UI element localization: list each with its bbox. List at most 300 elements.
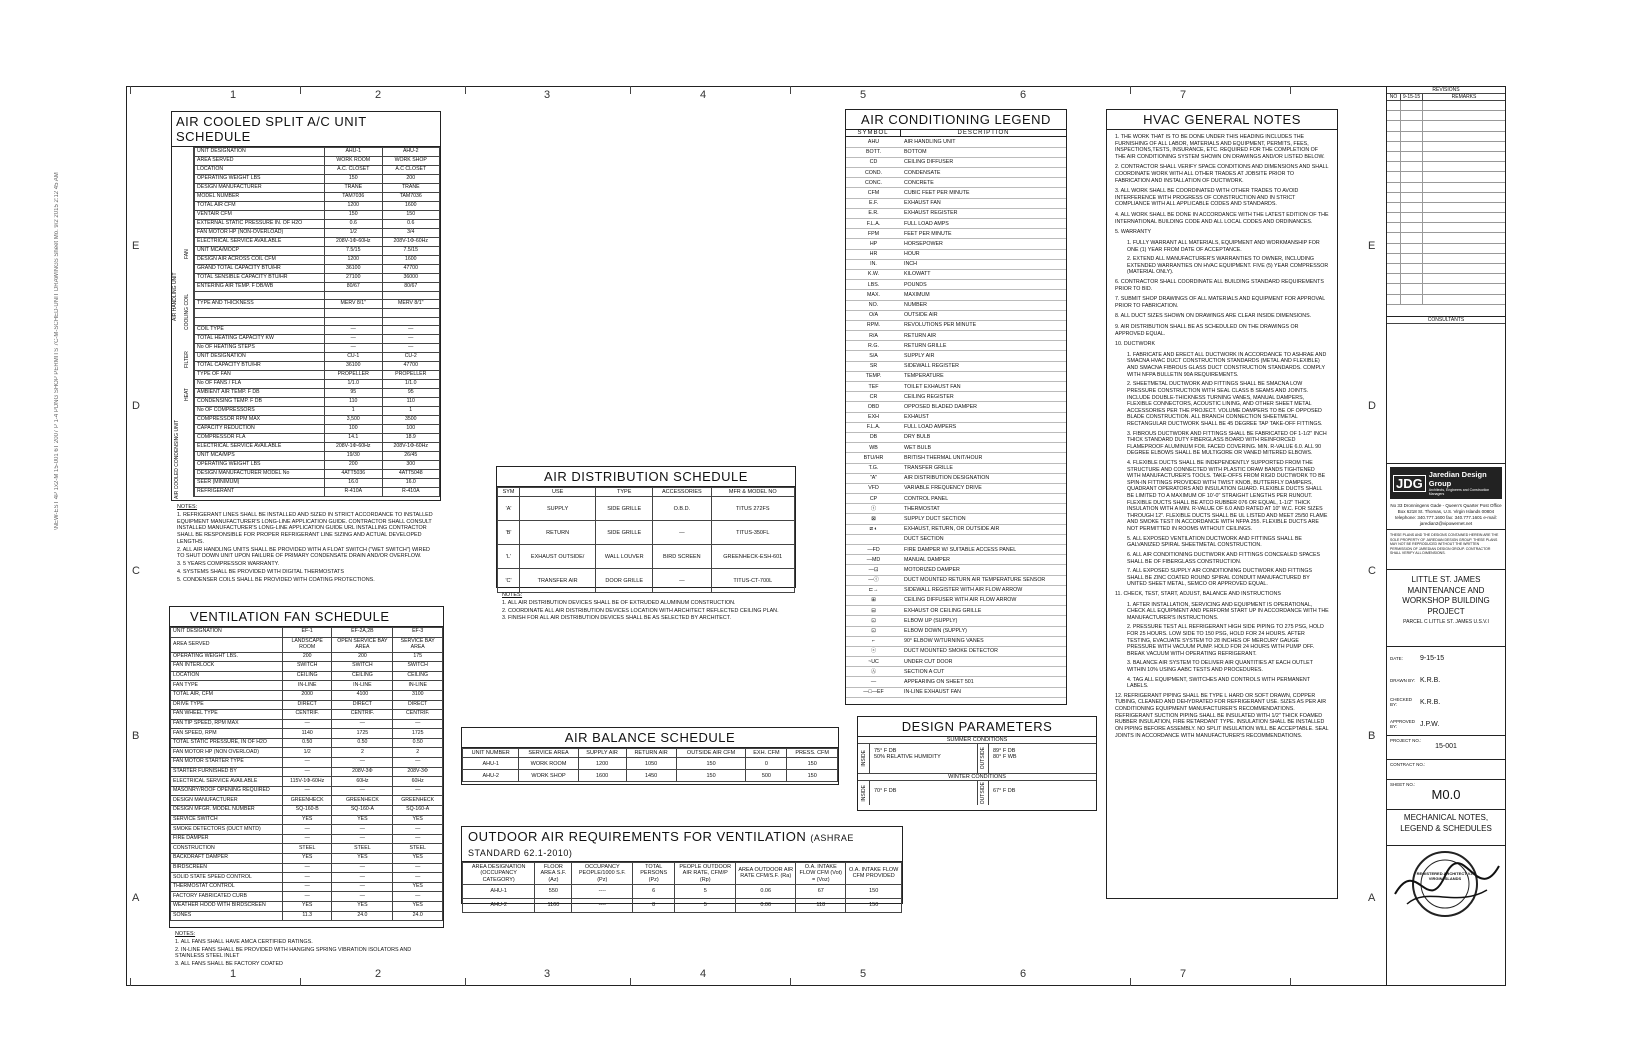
firm-block <box>1387 464 1505 530</box>
revision-row <box>1387 111 1505 121</box>
hvac-note: 4. ALL WORK SHALL BE DONE IN ACCORDANCE WITH THE LATEST EDITION OF THE INTERNATIONAL BUILDING CODE AND ALL LOCAL CODES AND ORDINANCES. <box>1115 212 1329 225</box>
rev-cell <box>1387 183 1401 192</box>
legend-symbol: —□—EF <box>846 687 901 697</box>
legend-symbol: —ⓣ <box>846 575 901 585</box>
revision-row <box>1387 284 1505 294</box>
table-cell: GREENHECK <box>332 796 393 806</box>
table-cell: 1725 <box>393 729 443 739</box>
table-cell: FIRE DAMPER <box>171 834 283 844</box>
approved-value: J.P.W. <box>1420 720 1440 728</box>
rev-no: NO <box>1387 94 1401 100</box>
table-row <box>195 478 440 487</box>
legend-description: CEILING DIFFUSER WITH AIR FLOW ARROW <box>901 595 1066 605</box>
legend-description: DRY BULB <box>901 432 1066 442</box>
table-cell: — <box>325 344 383 353</box>
rev-cell <box>1401 132 1423 141</box>
table-cell: 27100 <box>325 273 383 282</box>
legend-row <box>846 555 1066 565</box>
legend-description: IN-LINE EXHAUST FAN <box>901 687 1066 697</box>
legend-description: NUMBER <box>901 300 1066 310</box>
legend-symbol: RPM. <box>846 320 901 330</box>
rev-cell <box>1387 233 1401 242</box>
table-cell: 2 <box>332 748 393 758</box>
legend-row <box>846 646 1066 656</box>
table-cell: WORK SHOP <box>519 770 578 782</box>
legend-description: OPPOSED BLADED DAMPER <box>901 402 1066 412</box>
legend-symbol: ⓣ <box>846 504 901 514</box>
table-row <box>171 777 443 787</box>
projno-value: 15-001 <box>1435 743 1457 751</box>
table-cell: ELECTRICAL SERVICE AVAILABLE <box>195 442 325 451</box>
table-row <box>463 898 902 912</box>
legend-symbol: R/A <box>846 331 901 341</box>
table-cell: 1600 <box>578 770 626 782</box>
contract-row <box>1387 760 1505 780</box>
table-cell: OPERATING WEIGHT LBS <box>195 460 325 469</box>
table-cell: 5 <box>675 898 736 912</box>
group-fan: FAN <box>184 249 190 259</box>
grid-col-label: 1 <box>230 89 237 101</box>
table-cell: CU-2 <box>382 353 440 362</box>
legend-h-desc: DESCRIPTION <box>957 130 1010 136</box>
legend-description: UNDER CUT DOOR <box>901 657 1066 667</box>
table-row <box>195 326 440 335</box>
legend-row <box>846 626 1066 636</box>
legend-symbol: OBD <box>846 402 901 412</box>
legend-row <box>846 545 1066 555</box>
table-header-cell: USE <box>520 488 596 497</box>
table-cell: TITUS-350FL <box>711 521 794 545</box>
hvac-subnote: 6. ALL AIR CONDITIONING DUCTWORK AND FITTINGS CONCEALED SPACES SHALL BE OF FIBERGLASS CONSTRUCTION. <box>1127 551 1321 565</box>
legend-description: CUBIC FEET PER MINUTE <box>901 188 1066 198</box>
legend-description: FULL LOAD AMPERS <box>901 422 1066 432</box>
table-cell: 118 <box>796 898 846 912</box>
table-cell: 200 <box>283 652 332 662</box>
hvac-subnote: 2. EXTEND ALL MANUFACTURER'S WARRANTIES TO OWNER, INCLUDING EXTENDED WARRANTIES ON HVAC EQUIPMENT. FIVE (5) YEAR COMPRESSOR (MATERIAL ONLY). <box>1127 256 1329 276</box>
approved-row <box>1387 713 1505 735</box>
table-cell: CU-1 <box>325 353 383 362</box>
legend-row <box>846 137 1066 147</box>
revision-row <box>1387 121 1505 131</box>
rev-cell <box>1387 162 1401 171</box>
table-cell: LOCATION <box>195 165 325 174</box>
rev-cell <box>1387 111 1401 120</box>
table-cell: CEILING <box>393 671 443 681</box>
table-cell: A.C. CLOSET <box>325 165 383 174</box>
table-cell: DIRECT <box>393 700 443 710</box>
hvac-note: 11. CHECK, TEST, START, ADJUST, BALANCE AND INSTRUCTIONS <box>1115 590 1281 597</box>
grid-col-label: 3 <box>544 89 551 101</box>
table-cell: — <box>325 335 383 344</box>
table-cell: 16.0 <box>382 478 440 487</box>
grid-row-label: C <box>1368 565 1376 577</box>
design-w-in: 70° F DB <box>874 788 897 794</box>
table-cell <box>382 309 440 318</box>
legend-row <box>846 269 1066 279</box>
legend-description: WET BULB <box>901 443 1066 453</box>
table-cell: DRIVE TYPE <box>171 700 283 710</box>
hvac-note: 3. ALL WORK SHALL BE COORDINATED WITH OTHER TRADES TO AVOID INTERFERENCE WITH PROGRESS OF CONSTRUCTION AND IN STRICT COMPLIANCE WITH ALL APPLICABLE CODES AND STANDARDS. <box>1115 188 1299 208</box>
table-cell: TOTAL SENSIBLE CAPACITY BTU/HR <box>195 273 325 282</box>
table-row <box>195 291 440 300</box>
design-s-in <box>870 744 977 773</box>
oa-table <box>462 862 902 913</box>
legend-symbol: SR <box>846 361 901 371</box>
legend-symbol: HR <box>846 249 901 259</box>
design-s-in-1: 75° F DB <box>874 748 897 754</box>
table-row <box>171 873 443 883</box>
table-row <box>195 228 440 237</box>
legend-row <box>846 198 1066 208</box>
legend-symbol: CP <box>846 494 901 504</box>
legend-description: CONDENSATE <box>901 168 1066 178</box>
table-cell: 200 <box>382 174 440 183</box>
table-header-cell: ACCESSORIES <box>653 488 711 497</box>
design-s-in-2: 50% RELATIVE HUMIDITY <box>874 754 941 760</box>
table-row <box>171 892 443 902</box>
grid-col-label: 7 <box>1180 968 1187 980</box>
rev-cell <box>1387 172 1401 181</box>
table-cell: FAN MOTOR HP (NON-OVERLOAD) <box>195 228 325 237</box>
legend-h-sym: SYMBOL <box>846 130 901 136</box>
note-item: 1. ALL FANS SHALL HAVE AMCA CERTIFIED RATINGS. <box>175 938 313 945</box>
table-cell: 1200 <box>325 201 383 210</box>
legend-description: INCH <box>901 259 1066 269</box>
date-label: DATE: <box>1390 655 1403 661</box>
table-cell: MODEL NUMBER <box>195 192 325 201</box>
grid-tick <box>465 978 466 986</box>
table-cell: 3/4 <box>382 228 440 237</box>
table-cell: CENTRIF. <box>283 710 332 720</box>
table-cell: 6 <box>633 884 675 898</box>
legend-symbol: NO. <box>846 300 901 310</box>
legend-row <box>846 412 1066 422</box>
table-cell: CENTRIF. <box>332 710 393 720</box>
legend-symbol: BTU/HR <box>846 453 901 463</box>
grid-row-label: B <box>1368 730 1376 742</box>
table-cell: 1140 <box>283 729 332 739</box>
legend-description: ELBOW UP (SUPPLY) <box>901 616 1066 626</box>
firm-logo-bar <box>1390 467 1502 499</box>
table-row <box>195 309 440 318</box>
table-row <box>195 192 440 201</box>
grid-tick <box>1130 86 1131 94</box>
table-row <box>171 690 443 700</box>
table-cell: 150 <box>787 758 838 770</box>
table-cell: EXHAUST OUTSIDE/ <box>520 545 596 569</box>
grid-col-label: 3 <box>544 968 551 980</box>
legend-description: EXHAUST <box>901 412 1066 422</box>
table-cell: 47700 <box>382 362 440 371</box>
design-s-inside: INSIDE <box>860 750 867 767</box>
grid-tick <box>1290 86 1291 94</box>
rev-cell <box>1401 183 1423 192</box>
hvac-note: 9. AIR DISTRIBUTION SHALL BE AS SCHEDULED ON THE DRAWINGS OR APPROVED EQUAL. <box>1115 324 1299 337</box>
table-cell: DESIGN MANUFACTURER MODEL No <box>195 469 325 478</box>
table-cell: — <box>332 758 393 768</box>
legend-row <box>846 657 1066 667</box>
table-row <box>195 398 440 407</box>
hvac-subnote: 4. TAG ALL EQUIPMENT, SWITCHES AND CONTROLS WITH PERMANENT LABELS. <box>1127 676 1310 690</box>
grid-col-label: 4 <box>700 968 707 980</box>
revision-row <box>1387 295 1505 305</box>
legend-symbol: ⊟ <box>846 606 901 616</box>
table-cell: TOTAL AIR, CFM <box>171 690 283 700</box>
legend-row <box>846 280 1066 290</box>
table-cell <box>325 291 383 300</box>
legend-description: EXHAUST OR CEILING GRILLE <box>901 606 1066 616</box>
legend-row <box>846 432 1066 442</box>
table-header-cell: SUPPLY AIR <box>578 749 626 758</box>
table-cell: 16.0 <box>325 478 383 487</box>
date-value: 9-15-15 <box>1420 654 1445 662</box>
note-item: 3. ALL FANS SHALL BE FACTORY COATED <box>175 961 283 967</box>
table-cell: MERV 8/1" <box>325 300 383 309</box>
table-cell: IN-LINE <box>332 681 393 691</box>
note-item: 2. ALL AIR HANDLING UNITS SHALL BE PROVIDED WITH A FLOAT SWITCH ("WET SWITCH") WIRED TO SHUT DOWN UNIT UPON FAILURE OF PRIMARY CONDENSATE DRAIN AND/OR OVERFLOW. <box>177 546 430 560</box>
table-cell: 2000 <box>283 690 332 700</box>
table-cell: 1200 <box>578 758 626 770</box>
revision-row <box>1387 132 1505 142</box>
table-header-cell: PRESS. CFM <box>787 749 838 758</box>
table-cell: TYPE OF FAN <box>195 371 325 380</box>
legend-description: APPEARING ON SHEET 501 <box>901 677 1066 687</box>
rev-cell <box>1401 284 1423 293</box>
design-w-out: 67° F DB <box>993 788 1016 794</box>
table-header-cell: MFR & MODEL NO <box>711 488 794 497</box>
table-cell: TRANE <box>382 183 440 192</box>
table-row <box>171 662 443 672</box>
legend-symbol: ⊡ <box>846 616 901 626</box>
table-cell: 0.6 <box>325 219 383 228</box>
table-cell: DESIGN MANUFACTURER <box>171 796 283 806</box>
table-cell: YES <box>283 854 332 864</box>
table-cell: 208V-3Φ <box>332 767 393 777</box>
legend-row <box>846 249 1066 259</box>
table-cell: A.C CLOSET <box>382 165 440 174</box>
table-cell: — <box>382 344 440 353</box>
table-cell: 150 <box>846 898 902 912</box>
table-row <box>171 834 443 844</box>
firm-address: No 33 Dronningens Gade - Queen's Quarter Post Office Box 6218 St. Thomas, U.S. Virgin Islands 00804 telephone: 340.777.1600 fax: 340.777.1601 e-mail: jaredian2@vipowernet.net <box>1390 503 1502 526</box>
rev-cell <box>1401 264 1423 273</box>
legend-symbol: AHU <box>846 137 901 147</box>
hvac-subnote: 7. ALL EXPOSED SUPPLY AIR CONDITIONING DUCTWORK AND FITTINGS SHALL BE ZINC COATED ROUND SPIRAL CONDUIT MANUFACTURED BY UNITED SHEET METAL, SEMCO OR APPROVED EQUAL. <box>1127 568 1313 588</box>
firm-logo: JDG <box>1393 475 1426 492</box>
rev-cell <box>1387 223 1401 232</box>
table-cell: FAN TYPE <box>171 681 283 691</box>
date-row <box>1387 647 1505 669</box>
legend-row <box>846 371 1066 381</box>
table-cell: UNIT DESIGNATION <box>171 628 283 638</box>
legend-description: CONCRETE <box>901 178 1066 188</box>
table-cell: — <box>393 758 443 768</box>
table-cell: CAPACITY REDUCTION <box>195 424 325 433</box>
table-cell: DIRECT <box>332 700 393 710</box>
table-cell: 550 <box>535 884 572 898</box>
table-header-cell: TOTAL PERSONS (Pz) <box>633 863 675 885</box>
rev-cell <box>1387 254 1401 263</box>
rev-cell <box>1387 213 1401 222</box>
table-cell: TAM7036 <box>325 192 383 201</box>
project-name: LITTLE ST. JAMES MAINTENANCE AND WORKSHOP BUILDING PROJECT <box>1402 575 1490 616</box>
table-cell: STEEL <box>332 844 393 854</box>
legend-description: BOTTOM <box>901 147 1066 157</box>
table-cell: SERVICE SWITCH <box>171 815 283 825</box>
table-cell: — <box>382 326 440 335</box>
hvac-subnote: 3. FIBROUS DUCTWORK AND FITTINGS SHALL BE FABRICATED OF 1-1/2" INCH THICK STANDARD DUTY FIBERGLASS BOARD WITH REINFORCED FLAMEPROOF ALUMINUM FOIL FACED COVERING. MIN. R-VALUE 6.0. ALL 90 DEGREE ELBOWS SHALL BE MULTIGORE OR VANED MITERED ELBOWS. <box>1127 430 1327 457</box>
table-cell: 1/2 <box>325 228 383 237</box>
table-row <box>195 255 440 264</box>
table-cell: OPEN SERVICE BAY AREA <box>332 637 393 652</box>
table-cell: SIDE GRILLE <box>596 497 653 521</box>
revision-row <box>1387 264 1505 274</box>
table-cell: R-410A <box>382 487 440 496</box>
margin-file-path: \NEW-EST 4P 1x2-M 15-001 6T 2007 P 1-4 PDNG SHOP PERMITS 7C-M-SCHED-UNIT DRAWINGS Sheet Mo. 9/2 2015 2:12 45 AM <box>54 172 60 530</box>
legend-symbol: F.L.A. <box>846 219 901 229</box>
revision-row <box>1387 142 1505 152</box>
table-cell: 0.6 <box>382 219 440 228</box>
legend-row <box>846 453 1066 463</box>
sheet-title: MECHANICAL NOTES, LEGEND & SCHEDULES <box>1387 810 1505 846</box>
legend-symbol: ⌐ <box>846 636 901 646</box>
legend-symbol: CFM <box>846 188 901 198</box>
revision-row <box>1387 152 1505 162</box>
legend-symbol: VFD <box>846 483 901 493</box>
legend-description: ELBOW DOWN (SUPPLY) <box>901 626 1066 636</box>
vent-fan-schedule <box>169 606 444 928</box>
legend-description: HOUR <box>901 249 1066 259</box>
table-cell <box>195 317 325 326</box>
legend-symbol: —⊡ <box>846 565 901 575</box>
table-row <box>195 487 440 496</box>
design-title: DESIGN PARAMETERS <box>858 717 1096 737</box>
table-cell: 208V-1Φ-60Hz <box>325 442 383 451</box>
table-row <box>171 738 443 748</box>
table-cell: ELECTRICAL SERVICE AVAILABLE <box>171 777 283 787</box>
legend-symbol: MAX. <box>846 290 901 300</box>
note-item: 5. CONDENSER COILS SHALL BE PROVIDED WITH COATING PROTECTIONS. <box>177 576 375 583</box>
table-header-cell: RETURN AIR <box>626 749 676 758</box>
legend-description: MOTORIZED DAMPER <box>901 565 1066 575</box>
legend-row <box>846 310 1066 320</box>
table-cell: DESIGN AIR ACROSS COIL CFM <box>195 255 325 264</box>
table-cell: — <box>393 873 443 883</box>
legend-symbol: COND. <box>846 168 901 178</box>
title-block <box>1386 86 1506 986</box>
table-cell: 19/30 <box>325 451 383 460</box>
table-cell: O.B.D. <box>653 497 711 521</box>
revision-row <box>1387 172 1505 182</box>
split-group-column <box>172 147 194 497</box>
table-header-cell: SYM <box>498 488 520 497</box>
table-cell: 208V-1Φ-60Hz <box>382 237 440 246</box>
table-cell: 7.5/15 <box>382 246 440 255</box>
table-row <box>195 344 440 353</box>
table-cell: — <box>283 786 332 796</box>
table-cell: CEILING <box>283 671 332 681</box>
legend-row <box>846 402 1066 412</box>
legend-symbol: ⊞ <box>846 595 901 605</box>
legend-symbol: T.G. <box>846 463 901 473</box>
hvac-note: 6. CONTRACTOR SHALL COORDINATE ALL BUILDING STANDARD REQUIREMENTS PRIOR TO BID. <box>1115 278 1324 292</box>
legend-symbol: —FD <box>846 545 901 555</box>
legend-row <box>846 229 1066 239</box>
table-header-cell: PEOPLE OUTDOOR AIR RATE, CFM/P (Rp) <box>675 863 736 885</box>
table-row <box>171 700 443 710</box>
table-cell: 14.1 <box>325 433 383 442</box>
legend-row <box>846 290 1066 300</box>
air-distribution-schedule <box>496 466 796 588</box>
legend-description: HORSEPOWER <box>901 239 1066 249</box>
sheetno-row <box>1387 780 1505 810</box>
legend-symbol: F.L.A. <box>846 422 901 432</box>
legend-row <box>846 616 1066 626</box>
grid-tick <box>1130 978 1131 986</box>
legend-symbol: BOTT. <box>846 147 901 157</box>
drawn-value: K.R.B. <box>1420 676 1441 684</box>
table-row <box>195 183 440 192</box>
legend-row <box>846 483 1066 493</box>
table-cell: STEEL <box>283 844 332 854</box>
rev-cell <box>1387 121 1401 130</box>
legend-description: THERMOSTAT <box>901 504 1066 514</box>
legend-description: EXHAUST FAN <box>901 198 1066 208</box>
table-cell: No OF COMPRESSORS <box>195 406 325 415</box>
table-row <box>171 863 443 873</box>
table-cell: 80/67 <box>325 282 383 291</box>
rev-cell <box>1401 233 1423 242</box>
table-cell: TITUS-CT-700L <box>711 569 794 593</box>
vent-notes <box>169 929 444 971</box>
table-cell: — <box>283 758 332 768</box>
legend-description: POUNDS <box>901 280 1066 290</box>
legend-row <box>846 392 1066 402</box>
table-cell: 1050 <box>626 758 676 770</box>
table-cell: TOTAL HEATING CAPACITY KW <box>195 335 325 344</box>
grid-row-label: D <box>1368 400 1376 412</box>
table-cell: EF-1 <box>283 628 332 638</box>
table-cell: SUPPLY <box>520 497 596 521</box>
table-row <box>171 748 443 758</box>
table-cell: 3500 <box>382 415 440 424</box>
table-cell: 36100 <box>325 264 383 273</box>
table-cell: ---- <box>572 884 633 898</box>
table-cell: — <box>332 834 393 844</box>
table-row <box>195 300 440 309</box>
table-cell: 'A' <box>498 497 520 521</box>
table-cell: SQ-160-A <box>332 806 393 816</box>
legend-row <box>846 595 1066 605</box>
table-cell: YES <box>283 901 332 911</box>
table-cell <box>382 317 440 326</box>
table-cell: 150 <box>382 210 440 219</box>
note-item: 2. IN-LINE FANS SHALL BE PROVIDED WITH HANGING SPRING VIBRATION ISOLATORS AND STAINLESS STEEL INLET <box>175 946 412 960</box>
table-cell: 8 <box>633 898 675 912</box>
table-cell: AHU-2 <box>382 148 440 157</box>
grid-row-label: C <box>132 565 140 577</box>
table-header-cell: SERVICE AREA <box>519 749 578 758</box>
table-cell: 18.9 <box>382 433 440 442</box>
table-cell: — <box>393 892 443 902</box>
table-cell: PROPELLER <box>382 371 440 380</box>
table-row <box>195 335 440 344</box>
legend-symbol: ⊏→ <box>846 585 901 595</box>
design-w-outside: OUTSIDE <box>980 781 986 805</box>
table-cell: GRAND TOTAL CAPACITY BTU/HR <box>195 264 325 273</box>
note-item: 1. ALL AIR DISTRIBUTION DEVICES SHALL BE OF EXTRUDED ALUMINUM CONSTRUCTION. <box>502 599 736 606</box>
table-cell: OPERATING WEIGHT LBS. <box>171 652 283 662</box>
